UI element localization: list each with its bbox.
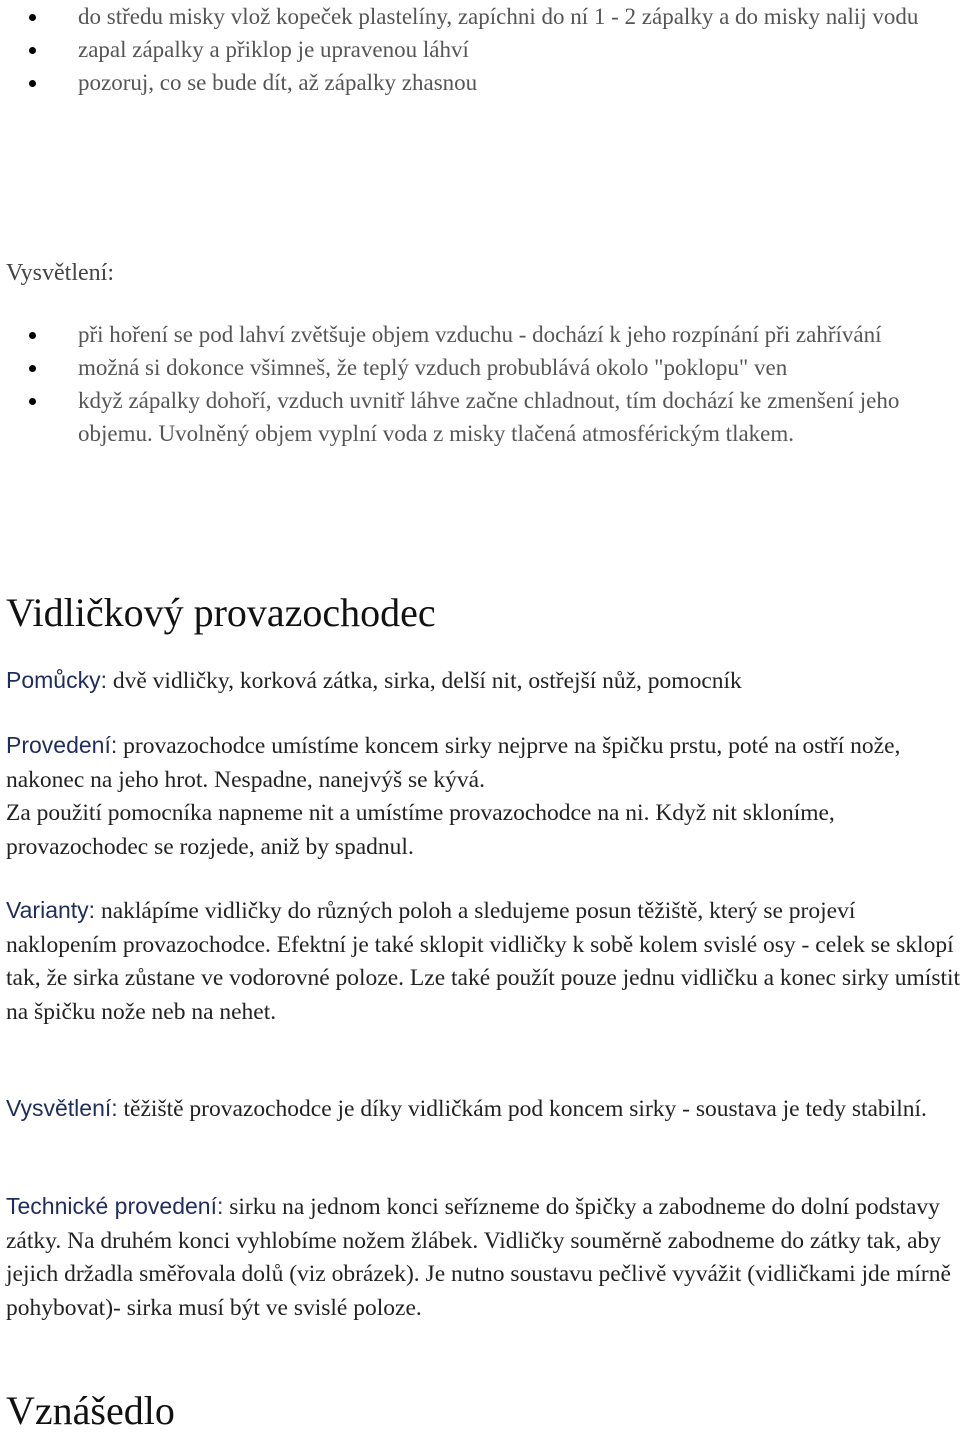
- provedeni-text: provazochodce umístíme koncem sirky nejprve na špičku prstu, poté na ostří nože, nakonec na jeho hrot. Nespadne, nanejvýš se kývá.: [6, 733, 901, 793]
- list-item: když zápalky dohoří, vzduch uvnitř láhve začne chladnout, tím dochází ke zmenšení jeho objemu. Uvolněný objem vyplní voda z misky tlačená atmosférickým tlakem.: [0, 384, 958, 450]
- varianty-paragraph: [6, 894, 960, 1029]
- provedeni-text-2: Za použití pomocníka napneme nit a umístíme provazochodce na ni. Když nit skloníme, provazochodec se rozjede, aniž by spadnul.: [6, 800, 835, 860]
- list-item: zapal zápalky a přiklop je upravenou láhví: [0, 33, 958, 66]
- explanation-heading: Vysvětlení:: [6, 260, 114, 286]
- next-section-title: Vznášedlo: [6, 1388, 175, 1433]
- varianty-label: Varianty:: [6, 897, 96, 923]
- pomucky-paragraph: [6, 664, 960, 699]
- varianty-text: naklápíme vidličky do různých poloh a sledujeme posun těžiště, který se projeví naklopením provazochodce. Efektní je také sklopit vidličky k sobě kolem svislé osy - celek se sklopí tak, že sirka zůstane ve vodorovné poloze. Lze také použít pouze jednu vidličku a konec sirky umístit na špičku nože neb na nehet.: [6, 898, 960, 1025]
- instructions-list: [0, 0, 958, 99]
- provedeni-paragraph: [6, 729, 960, 864]
- list-item: při hoření se pod lahví zvětšuje objem vzduchu - dochází k jeho rozpínání při zahřívání: [0, 318, 958, 351]
- vysvetleni-label: Vysvětlení:: [6, 1095, 118, 1121]
- pomucky-label: Pomůcky:: [6, 667, 107, 693]
- list-item: do středu misky vlož kopeček plastelíny, zapíchni do ní 1 - 2 zápalky a do misky nalij vodu: [0, 0, 958, 33]
- explanation-list: [0, 318, 958, 450]
- vysvetleni-text: těžiště provazochodce je díky vidličkám pod koncem sirky - soustava je tedy stabilní.: [117, 1096, 927, 1122]
- technicke-paragraph: [6, 1190, 960, 1325]
- list-item: pozoruj, co se bude dít, až zápalky zhasnou: [0, 66, 958, 99]
- provedeni-label: Provedení:: [6, 732, 118, 758]
- technicke-text: sirku na jednom konci seřízneme do špičky a zabodneme do dolní podstavy zátky. Na druhém konci vyhlobíme nožem žlábek. Vidličky souměrně zabodneme do zátky tak, aby jejich držadla směřovala dolů (viz obrázek). Je nutno soustavu pečlivě vyvážit (vidličkami jde mírně pohybovat)- sirka musí být ve svislé poloze.: [6, 1194, 951, 1321]
- technicke-label: Technické provedení:: [6, 1193, 224, 1219]
- pomucky-text: dvě vidličky, korková zátka, sirka, delší nit, ostřejší nůž, pomocník: [106, 668, 742, 694]
- vysvetleni-paragraph: [6, 1092, 960, 1127]
- section-title: Vidličkový provazochodec: [6, 590, 436, 635]
- list-item: možná si dokonce všimneš, že teplý vzduch probublává okolo "poklopu" ven: [0, 351, 958, 384]
